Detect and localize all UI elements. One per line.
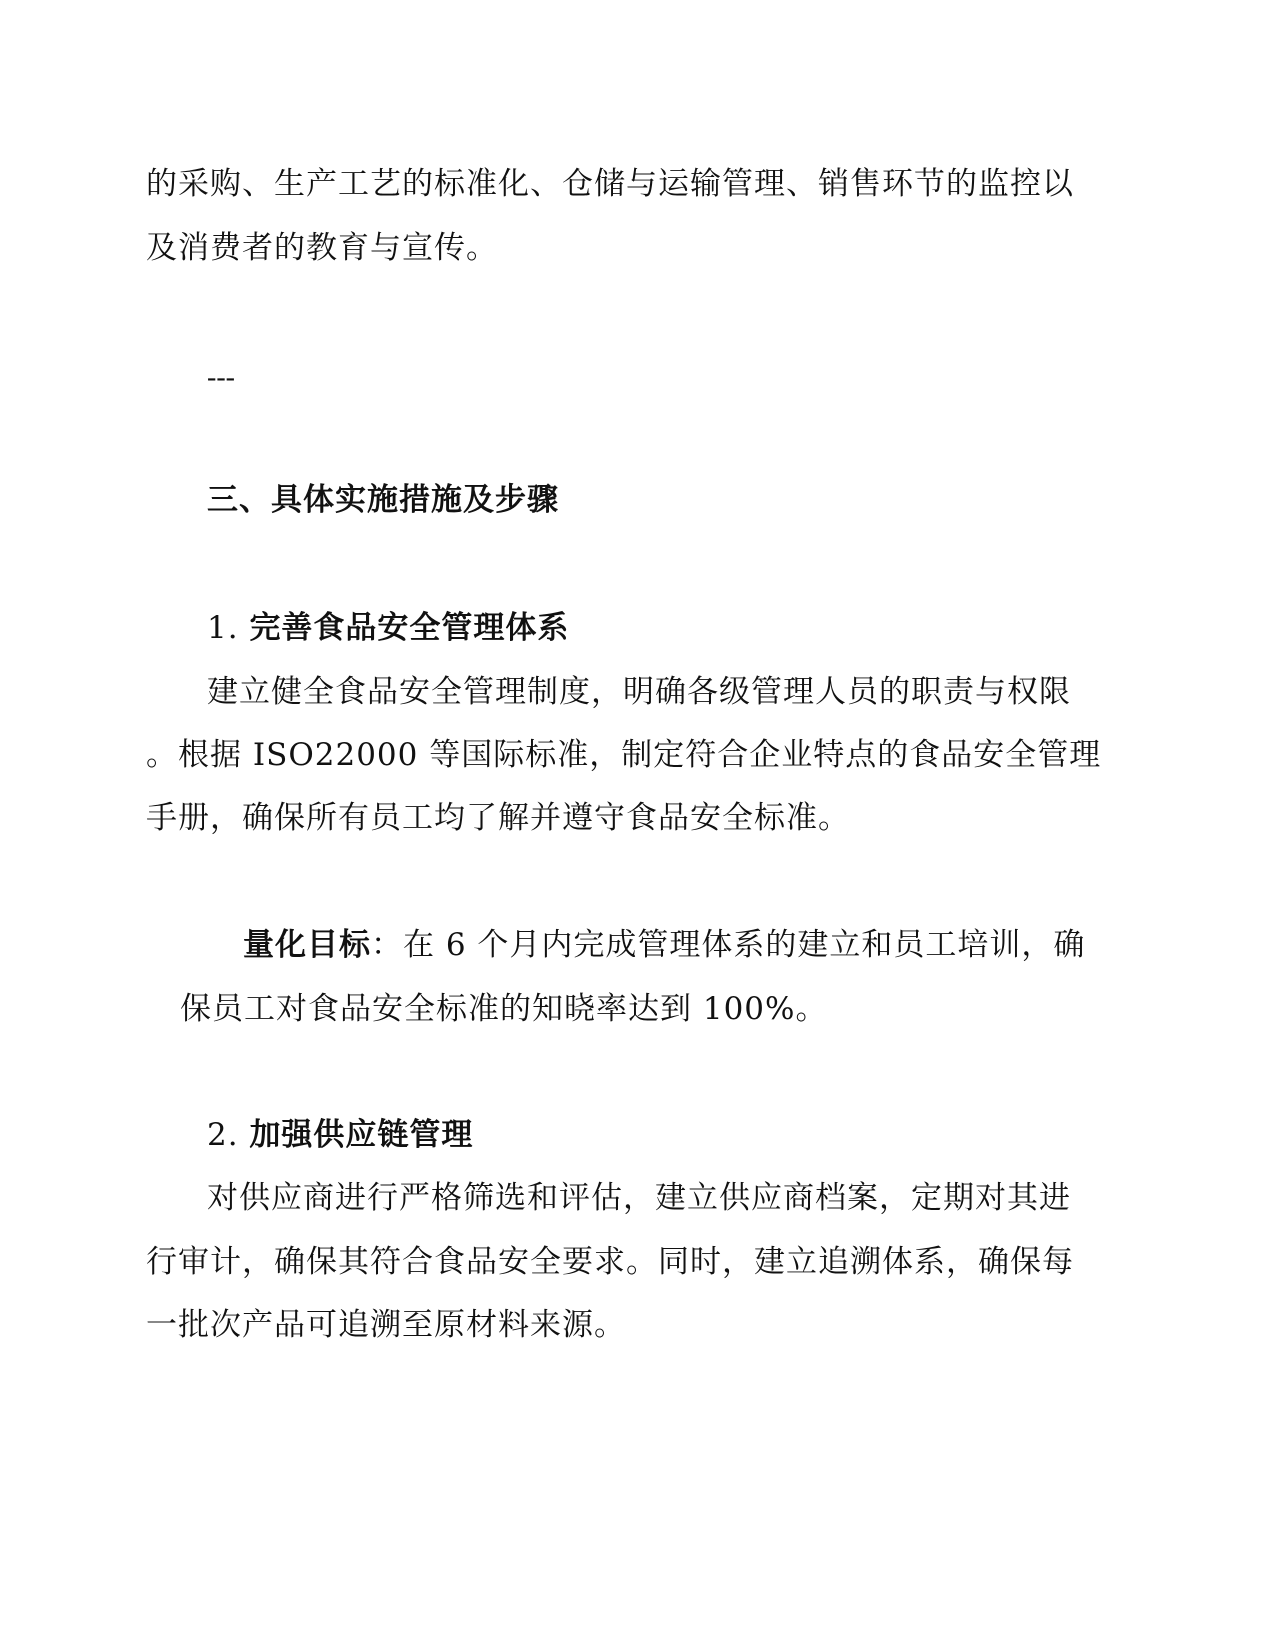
quantified-target-line-1 bbox=[243, 925, 1085, 965]
item-1-paragraph-line-1: 建立健全食品安全管理制度，明确各级管理人员的职责与权限 bbox=[207, 674, 1071, 710]
item-1-heading bbox=[207, 608, 569, 648]
quantified-target-colon: ： bbox=[371, 927, 403, 963]
item-2-paragraph-line-1: 对供应商进行严格筛选和评估，建立供应商档案，定期对其进 bbox=[207, 1180, 1071, 1216]
item-2-number: 2. bbox=[207, 1117, 239, 1153]
item-1-number: 1. bbox=[207, 610, 239, 646]
quantified-target-label: 量化目标 bbox=[243, 927, 371, 963]
item-2-paragraph-line-3: 一批次产品可追溯至原材料来源。 bbox=[146, 1307, 626, 1343]
item-1-title: 完善食品安全管理体系 bbox=[249, 610, 570, 646]
item-1-paragraph-line-2: 。根据 ISO22000 等国际标准，制定符合企业特点的食品安全管理 bbox=[146, 737, 1102, 773]
item-2-title: 加强供应链管理 bbox=[249, 1117, 474, 1153]
section-heading: 三、具体实施措施及步骤 bbox=[207, 482, 559, 518]
item-2-heading bbox=[207, 1115, 473, 1155]
quantified-target-text: 在 6 个月内完成管理体系的建立和员工培训，确 bbox=[403, 927, 1086, 963]
section-separator: --- bbox=[207, 362, 235, 393]
item-2-paragraph-line-2: 行审计，确保其符合食品安全要求。同时，建立追溯体系，确保每 bbox=[146, 1244, 1074, 1280]
intro-line-1: 的采购、生产工艺的标准化、仓储与运输管理、销售环节的监控以 bbox=[146, 166, 1074, 202]
intro-line-2: 及消费者的教育与宣传。 bbox=[146, 230, 498, 266]
quantified-target-line-2: 保员工对食品安全标准的知晓率达到 100%。 bbox=[180, 991, 828, 1027]
item-1-paragraph-line-3: 手册，确保所有员工均了解并遵守食品安全标准。 bbox=[146, 800, 850, 836]
